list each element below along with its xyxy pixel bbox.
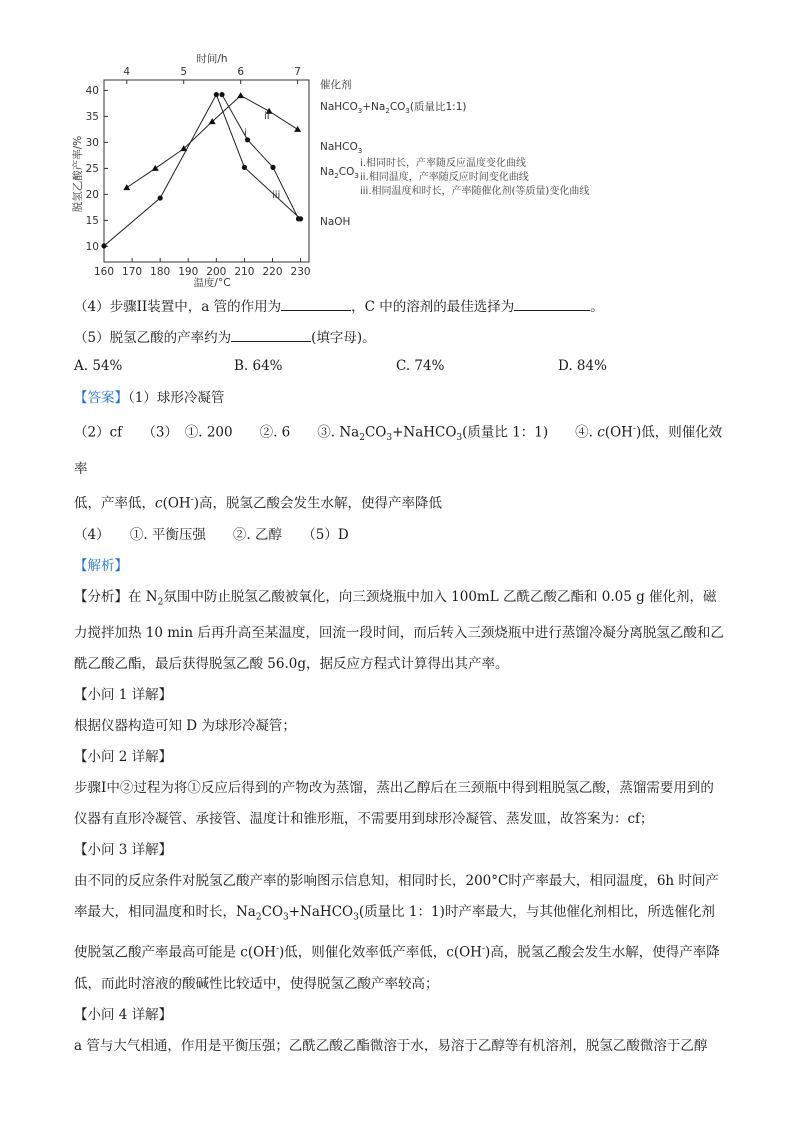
q4-blank-2[interactable] bbox=[514, 296, 590, 311]
x-tick-label: 170 bbox=[122, 266, 143, 278]
y-tick-label: 20 bbox=[85, 188, 99, 201]
answer-line-3: 低，产率低，c(OH-)高，脱氢乙酸会发生水解，使得产率降低 bbox=[74, 495, 442, 512]
curve-label-ii: ii bbox=[264, 111, 270, 122]
curve-label-iii: iii bbox=[272, 190, 281, 201]
series-i-point bbox=[242, 165, 247, 170]
series-iii-point bbox=[296, 216, 301, 221]
option-c[interactable]: C. 74% bbox=[396, 358, 445, 374]
analysis-paragraph: 【分析】在 $N_2$氛围中防止脱氢乙酸被氧化，向三颈烧瓶中加入 100mL 乙酰乙酸乙酯和 0.05 g 催化剂，磁力搅拌加热 10 min 后再升高至某温度，回流一段时间，而后转入三颈烧瓶中进行蒸馏冷凝分离脱氢乙酸和乙酰乙酸乙酯，最后获得脱氢乙酸 56.0g，据反应方程式计算得出其产率。 bbox=[74, 588, 724, 673]
series-ii-point bbox=[294, 126, 301, 132]
sub-question-4-text: a 管与大气相通，作用是平衡压强；乙酰乙酸乙酯微溶于水，易溶于乙醇等有机溶剂，脱氢乙酸微溶于乙醇 bbox=[74, 1037, 708, 1054]
q4-text-b: ，C 中的溶剂的最佳选择为 bbox=[351, 299, 515, 315]
top-tick-label: 4 bbox=[123, 66, 131, 78]
question-5 bbox=[74, 327, 376, 348]
q5-blank[interactable] bbox=[231, 327, 311, 342]
series-ii-line bbox=[127, 96, 298, 188]
series-i-point bbox=[101, 243, 106, 248]
right-axis-label: 催化剂 bbox=[320, 79, 352, 91]
q5-text-b: (填字母)。 bbox=[311, 330, 376, 346]
answer-line-1 bbox=[74, 383, 724, 414]
x-tick-label: 210 bbox=[234, 266, 255, 278]
x-tick-label: 220 bbox=[262, 266, 283, 278]
sub-question-4-tag: 【小问 4 详解】 bbox=[74, 1006, 173, 1023]
series-i-point bbox=[214, 92, 219, 97]
y-tick-label: 25 bbox=[85, 162, 99, 175]
x-tick-label: 230 bbox=[290, 266, 311, 278]
series-iii-line bbox=[222, 95, 299, 219]
catalyst-label-3: $Na_2CO_3$ bbox=[320, 166, 359, 180]
q4-text-a: （4）步骤II装置中，a 管的作用为 bbox=[74, 299, 282, 315]
series-i-line bbox=[104, 95, 301, 246]
q4-blank-1[interactable] bbox=[281, 296, 351, 311]
answer-line-4: （4） ①. 平衡压强 ②. 乙醇 （5）D bbox=[74, 526, 349, 543]
sub-question-3-text: 由不同的反应条件对脱氢乙酸产率的影响图示信息知，相同时长，200°C时产率最大，相同温度，6h 时间产率最大，相同温度和时长，$Na_2CO_3+NaHCO_3$(质量比 1：1)时产率最大，与其他催化剂相比，所选催化剂使脱氢乙酸产率最高可能是 c(OH-)低，则催化效率低产率低，c(OH-)高，脱氢乙酸会发生水解，使得产率降低，而此时溶液的酸碱性比较适中，使得脱氢乙酸产率较高； bbox=[74, 873, 720, 992]
series-ii-point bbox=[152, 165, 159, 171]
sub-question-3-tag: 【小问 3 详解】 bbox=[74, 842, 173, 859]
top-tick-label: 7 bbox=[294, 66, 301, 78]
option-a[interactable]: A. 54% bbox=[74, 358, 123, 374]
x-tick-label: 180 bbox=[150, 266, 171, 278]
answer-tag: 【答案】 bbox=[74, 390, 128, 406]
question-4 bbox=[74, 296, 604, 317]
option-b[interactable]: B. 64% bbox=[234, 358, 283, 374]
series-i-point bbox=[158, 195, 163, 200]
option-d[interactable]: D. 84% bbox=[558, 358, 607, 374]
answer-q1: （1）球形冷凝管 bbox=[128, 390, 225, 406]
y-tick-label: 30 bbox=[85, 136, 99, 149]
top-axis-label: 时间/h bbox=[196, 53, 228, 65]
series-iii-point bbox=[270, 165, 275, 170]
q5-text-a: （5）脱氢乙酸的产率约为 bbox=[74, 330, 232, 346]
sub-question-2-tag: 【小问 2 详解】 bbox=[74, 749, 173, 766]
x-tick-label: 160 bbox=[93, 266, 115, 278]
top-tick-label: 5 bbox=[180, 66, 188, 78]
y-tick-label: 15 bbox=[85, 214, 99, 227]
y-tick-label: 35 bbox=[85, 110, 99, 123]
series-ii-point bbox=[123, 184, 130, 190]
answer-block bbox=[74, 383, 724, 1062]
yield-chart bbox=[72, 52, 632, 292]
catalyst-label-1: $NaHCO_3+Na_2CO_3$(质量比1:1) bbox=[320, 101, 467, 115]
x-tick-label: 190 bbox=[178, 266, 199, 278]
y-tick-label: 40 bbox=[85, 84, 99, 97]
series-iii-point bbox=[219, 92, 224, 97]
series-ii-point bbox=[237, 92, 244, 98]
curve-label-i: i bbox=[244, 128, 247, 139]
y-axis-label: 脱氢乙酸产率/% bbox=[72, 135, 84, 213]
top-tick-label: 6 bbox=[237, 66, 245, 78]
answer-line-2: （2）cf （3） ①. 200 ②. 6 ③. $Na_2CO_3+NaHCO_3$(质量比 1：1) ④. c(OH-)低，则催化效率 bbox=[74, 424, 723, 478]
legend-ii: ii.相同温度，产率随反应时间变化曲线 bbox=[360, 172, 529, 183]
plot-frame bbox=[104, 80, 309, 262]
catalyst-label-4: NaOH bbox=[320, 216, 351, 228]
bottom-axis-label: 温度/°C bbox=[193, 277, 231, 289]
q4-text-c: 。 bbox=[590, 299, 604, 315]
x-tick-label: 200 bbox=[206, 266, 227, 278]
sub-question-2-text: 步骤I中②过程为将①反应后得到的产物改为蒸馏，蒸出乙醇后在三颈瓶中得到粗脱氢乙酸，蒸馏需要用到的仪器有直形冷凝管、承接管、温度计和锥形瓶，不需要用到球形冷凝管、蒸发皿，故答案为：cf； bbox=[74, 780, 714, 828]
sub-question-1-tag: 【小问 1 详解】 bbox=[74, 687, 173, 704]
y-tick-label: 10 bbox=[85, 240, 99, 253]
catalyst-label-2: NaHCO$_3$ bbox=[320, 141, 363, 155]
legend-i: i.相同时长，产率随反应温度变化曲线 bbox=[360, 158, 526, 169]
legend-iii: iii.相同温度和时长，产率随催化剂(等质量)变化曲线 bbox=[360, 186, 590, 197]
analysis-tag: 【解析】 bbox=[74, 557, 128, 574]
sub-question-1-text: 根据仪器构造可知 D 为球形冷凝管； bbox=[74, 718, 296, 735]
